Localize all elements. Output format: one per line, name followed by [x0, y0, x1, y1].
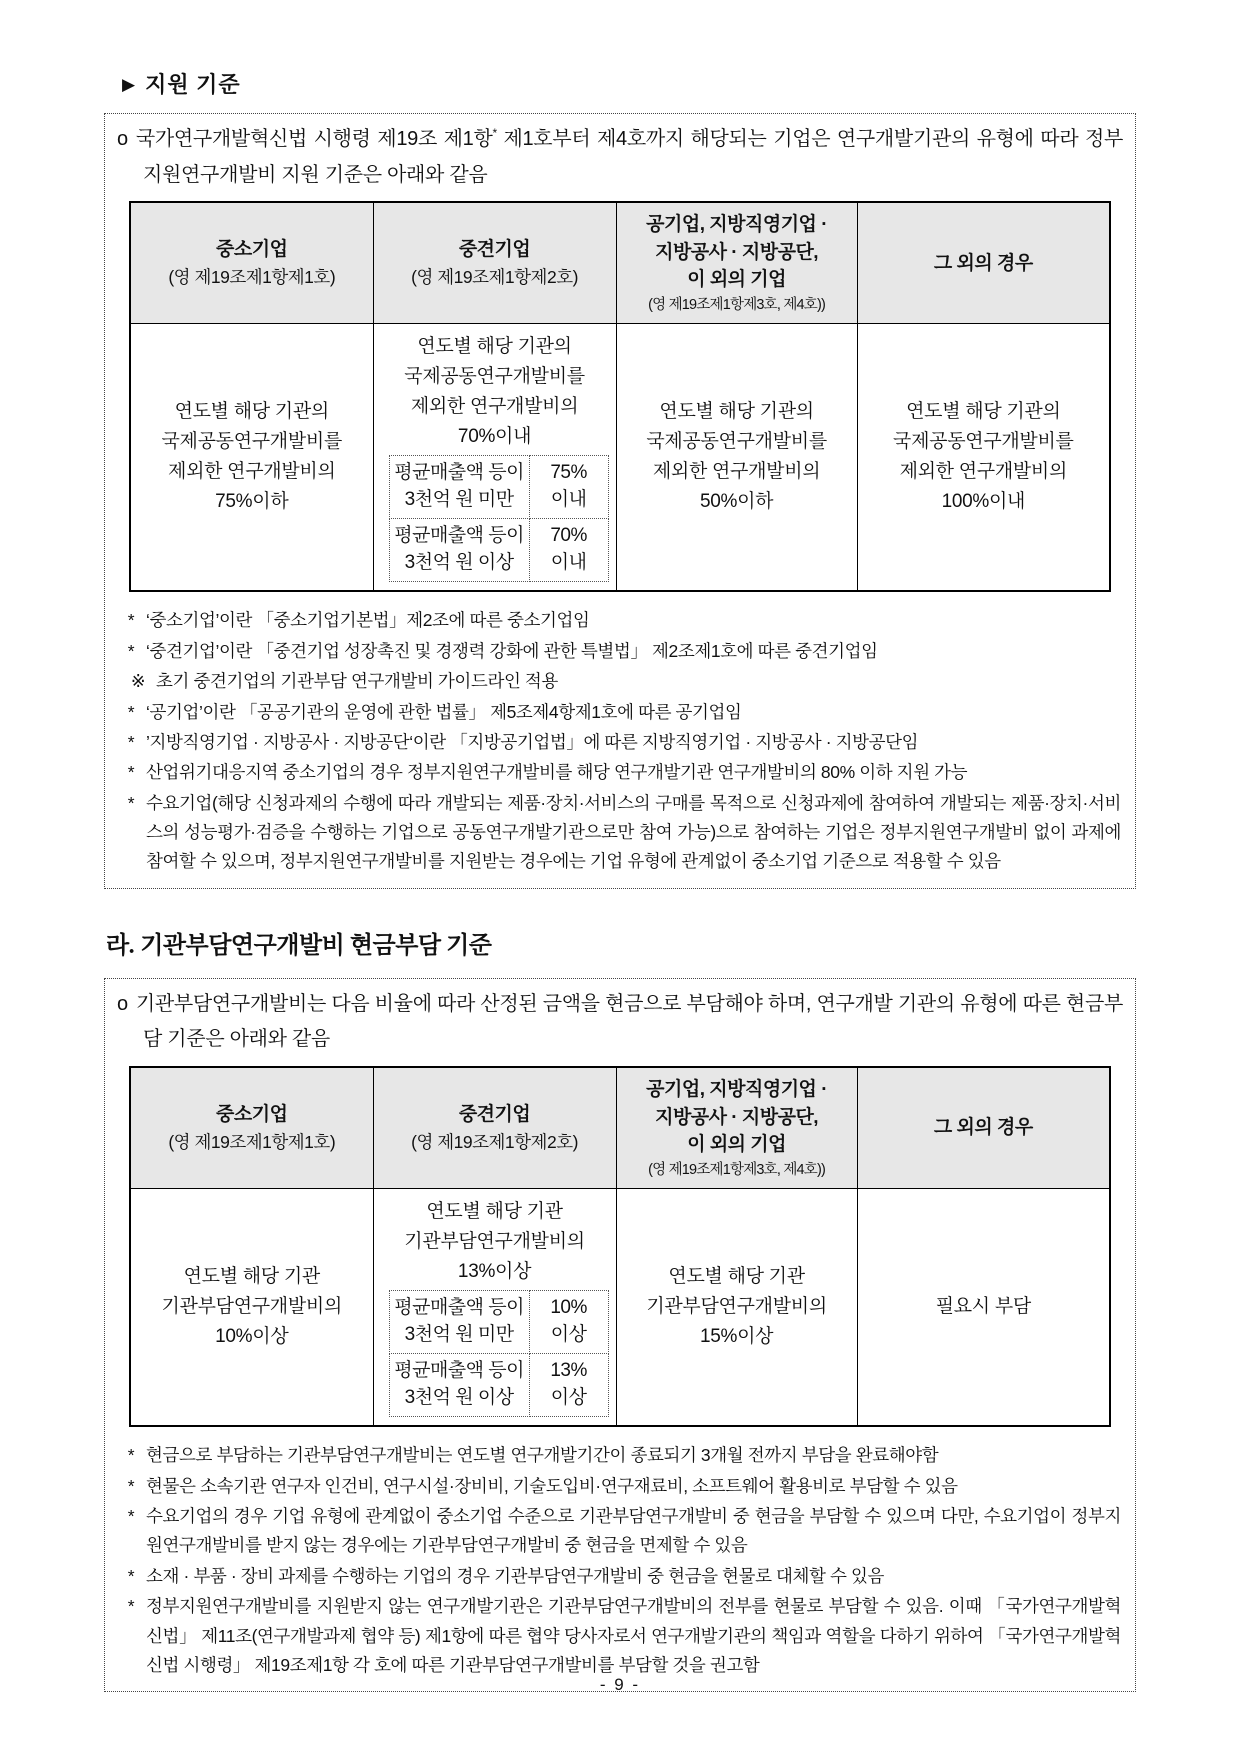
header-title: 그 외의 경우: [933, 252, 1033, 274]
footnote-marker: *: [127, 701, 135, 722]
footnote-marker: *: [127, 1565, 135, 1586]
table-header-row: [130, 202, 1110, 324]
header-title: 중소기업: [216, 1103, 288, 1125]
header-subtitle: (영 제19조제1항제3호, 제4호)): [648, 296, 826, 313]
value-line: 75%: [550, 462, 587, 484]
cell-line: 연도별 해당 기관: [668, 1266, 805, 1288]
table-header-row: [130, 1067, 1110, 1189]
section-title: 기관부담연구개발비 현금부담 기준: [140, 932, 492, 959]
triangle-bullet-icon: ▶: [122, 75, 136, 94]
cell-line: 연도별 해당 기관: [426, 1201, 563, 1223]
cell-line: 50%이하: [699, 491, 774, 513]
footnote-text: 초기 중견기업의 기관부담 연구개발비 가이드라인 적용: [156, 671, 558, 692]
footnote-text: 현물은 소속기관 연구자 인건비, 연구시설·장비비, 기술도입비·연구재료비, 소프트웨어 활용비로 부담할 수 있음: [146, 1475, 958, 1496]
footnote: [123, 1441, 1121, 1470]
footnote-text: 정부지원연구개발비를 지원받지 않는 연구개발기관은 기관부담연구개발비의 전부를 현물로 부담할 수 있음. 이때 「국가연구개발혁신법」 제11조(연구개발과제 협약 등) 제1항에 따른 협약 당사자로서 연구개발기관의 책임과 역할을 다하기 위하여 「국가연구개발혁신법 시행령」 제19조제1항 각 호에 따른 기관부담연구개발비를 부담할 것을 권고함: [146, 1596, 1121, 1675]
footnote-text: ‘중견기업’이란 「중견기업 성장촉진 및 경쟁력 강화에 관한 특별법」 제2조제1호에 따른 중견기업임: [146, 640, 878, 661]
footnote-marker: *: [127, 762, 135, 783]
value-line: 13%: [550, 1360, 587, 1382]
page-number: - 9 -: [599, 1675, 641, 1694]
value-line: 70%: [550, 525, 587, 547]
column-header-midsize: [373, 1067, 616, 1189]
footnote-text: 수요기업(해당 신청과제의 수행에 따라 개발되는 제품·장치·서비스의 구매를 목적으로 신청과제에 참여하여 개발되는 제품·장치·서비스의 성능평가·검증을 수행하는 기업으로 공동연구개발기관으로만 참여 가능)으로 참여하는 기업은 정부지원연구개발비 없이 과제에 참여할 수 있으며, 정부지원연구개발비를 지원받는 경우에는 기업 유형에 관계없이 중소기업 기준으로 적용할 수 있음: [146, 792, 1121, 872]
header-subtitle: (영 제19조제1항제1호): [168, 267, 336, 288]
circle-bullet: o: [117, 992, 128, 1015]
circle-bullet: o: [117, 128, 128, 150]
value-line: 이내: [550, 552, 587, 574]
cell-line: 국제공동연구개발비를: [893, 431, 1074, 453]
cell-line: 기관부담연구개발비의: [404, 1231, 585, 1253]
condition-line: 평균매출액 등이: [394, 1297, 524, 1319]
cell-line: 70%이내: [457, 426, 532, 448]
footnote-text: ’지방직영기업 · 지방공사 · 지방공단‘이란 「지방공기업법」에 따른 지방직영기업 · 지방공사 · 지방공단임: [146, 731, 919, 752]
footnote-marker: *: [127, 731, 135, 752]
header-title-line: 지방공사 · 지방공단,: [655, 1106, 819, 1128]
footnote-asterisk: *: [492, 126, 497, 140]
header-title-line: 공기업, 지방직영기업 ·: [646, 214, 828, 236]
condition-line: 3천억 원 미만: [404, 1324, 514, 1346]
footnote-marker: *: [127, 1596, 135, 1617]
cell-other-cash: [857, 1189, 1110, 1426]
section-heading-ra: [106, 925, 1136, 960]
support-criteria-box: [104, 113, 1136, 889]
condition-line: 평균매출액 등이: [394, 462, 524, 484]
cell-public-ratio: [616, 324, 857, 591]
support-ratio-table: [129, 201, 1111, 592]
cell-line: 제외한 연구개발비의: [410, 396, 579, 418]
support-intro-text-2: 제1호부터 제4호까지 해당되는 기업은 연구개발기관의 유형에 따라 정부지원연구개발비 지원 기준은 아래와 같음: [143, 128, 1123, 186]
cell-line: 국제공동연구개발비를: [161, 431, 343, 453]
cash-burden-box: [104, 978, 1136, 1692]
cell-other-ratio: [857, 324, 1110, 591]
column-header-midsize: [373, 202, 616, 324]
column-header-public: [616, 202, 857, 324]
footnote: [123, 758, 1121, 787]
footnote-marker: ※: [130, 671, 146, 692]
footnote-marker: *: [127, 640, 135, 661]
footnote-marker: *: [127, 1475, 135, 1496]
revenue-threshold-subtable: [389, 1290, 609, 1417]
cell-line: 75%이하: [215, 491, 289, 513]
footnote-marker: *: [127, 792, 135, 813]
header-title: 중소기업: [216, 238, 288, 260]
table-body-row: [130, 1189, 1110, 1426]
cell-line: 10%이상: [215, 1326, 289, 1348]
header-subtitle: (영 제19조제1항제3호, 제4호)): [648, 1161, 826, 1178]
revenue-condition: [389, 519, 529, 582]
cell-line: 제외한 연구개발비의: [899, 461, 1068, 483]
footnote: [123, 637, 1121, 666]
value-line: 이내: [550, 489, 587, 511]
condition-line: 평균매출액 등이: [394, 525, 524, 547]
footnote: [123, 728, 1121, 757]
subtable-row: [389, 1354, 608, 1417]
header-subtitle: (영 제19조제1항제1호): [168, 1132, 336, 1153]
value-line: 10%: [550, 1297, 587, 1319]
cell-line: 기관부담연구개발비의: [646, 1296, 827, 1318]
header-title-line: 이 외의 기업: [687, 269, 787, 291]
cell-line: 연도별 해당 기관: [183, 1266, 320, 1288]
cell-sme-ratio: [130, 324, 373, 591]
header-title: 중견기업: [458, 238, 531, 260]
cash-ratio-table: [129, 1066, 1111, 1427]
value-line: 이상: [550, 1324, 587, 1346]
table-body-row: [130, 324, 1110, 591]
footnote: [123, 789, 1121, 877]
subtable-row: [389, 456, 608, 519]
cell-line: 13%이상: [457, 1261, 532, 1283]
header-title-line: 이 외의 기업: [687, 1134, 787, 1156]
footnote-marker: *: [127, 1505, 135, 1526]
cell-midsize-ratio: [373, 324, 616, 591]
subtable-row: [389, 519, 608, 582]
cell-line: 연도별 해당 기관의: [417, 336, 572, 358]
footnote-text: 현금으로 부담하는 기관부담연구개발비는 연도별 연구개발기간이 종료되기 3개월 전까지 부담을 완료해야함: [146, 1445, 939, 1466]
header-subtitle: (영 제19조제1항제2호): [411, 267, 578, 288]
cell-line: 필요시 부담: [935, 1296, 1031, 1318]
support-intro-text-1: 국가연구개발혁신법 시행령 제19조 제1항: [135, 128, 493, 150]
footnote-text: ‘공기업’이란 「공공기관의 운영에 관한 법률」 제5조제4항제1호에 따른 공기업임: [146, 701, 742, 722]
section-number: 라.: [106, 932, 135, 959]
support-criteria-heading: [122, 68, 1136, 99]
footnote: [123, 1502, 1121, 1561]
support-footnotes: [117, 604, 1123, 877]
condition-line: 3천억 원 미만: [404, 489, 514, 511]
value-line: 이상: [550, 1387, 587, 1409]
header-subtitle: (영 제19조제1항제2호): [411, 1132, 578, 1153]
header-title: 중견기업: [458, 1103, 531, 1125]
ratio-value: [529, 456, 608, 519]
cell-line: 15%이상: [699, 1326, 774, 1348]
revenue-condition: [389, 456, 529, 519]
cell-midsize-cash: [373, 1189, 616, 1426]
support-criteria-heading-text: 지원 기준: [145, 72, 241, 97]
footnote-text: ‘중소기업’이란 「중소기업기본법」제2조에 따른 중소기업임: [146, 610, 590, 631]
column-header-sme: [130, 202, 373, 324]
column-header-other: [857, 1067, 1110, 1189]
cash-intro-text: 기관부담연구개발비는 다음 비율에 따라 산정된 금액을 현금으로 부담해야 하며, 연구개발 기관의 유형에 따른 현금부담 기준은 아래와 같음: [135, 992, 1123, 1051]
revenue-condition: [389, 1291, 529, 1354]
footnote: [123, 606, 1121, 635]
ratio-value: [529, 519, 608, 582]
header-title-line: 공기업, 지방직영기업 ·: [646, 1079, 828, 1101]
condition-line: 3천억 원 이상: [404, 552, 514, 574]
footnote: [123, 667, 1121, 696]
condition-line: 3천억 원 이상: [404, 1387, 514, 1409]
footnote-text: 산업위기대응지역 중소기업의 경우 정부지원연구개발비를 해당 연구개발기관 연구개발비의 80% 이하 지원 가능: [146, 762, 968, 783]
cash-intro-paragraph: [117, 987, 1123, 1058]
ratio-value: [529, 1354, 608, 1417]
cash-footnotes: [117, 1439, 1123, 1680]
footnote: [123, 1562, 1121, 1591]
footnote-text: 수요기업의 경우 기업 유형에 관계없이 중소기업 수준으로 기관부담연구개발비 중 현금을 부담할 수 있으며 다만, 수요기업이 정부지원연구개발비를 받지 않는 경우에는 기관부담연구개발비 중 현금을 면제할 수 있음: [146, 1505, 1121, 1556]
column-header-public: [616, 1067, 857, 1189]
cell-sme-cash: [130, 1189, 373, 1426]
column-header-sme: [130, 1067, 373, 1189]
cell-line: 기관부담연구개발비의: [161, 1296, 343, 1318]
cell-line: 100%이내: [941, 491, 1026, 513]
footnote: [123, 1592, 1121, 1680]
cell-line: 제외한 연구개발비의: [652, 461, 821, 483]
footnote: [123, 698, 1121, 727]
ratio-value: [529, 1291, 608, 1354]
cell-line: 연도별 해당 기관의: [659, 401, 814, 423]
cell-line: 제외한 연구개발비의: [168, 461, 336, 483]
revenue-threshold-subtable: [389, 455, 609, 582]
footnote-marker: *: [127, 610, 135, 631]
subtable-row: [389, 1291, 608, 1354]
cell-line: 연도별 해당 기관의: [906, 401, 1061, 423]
cell-line: 국제공동연구개발비를: [404, 366, 585, 388]
header-title-line: 지방공사 · 지방공단,: [655, 241, 819, 263]
support-intro-paragraph: [117, 122, 1123, 193]
column-header-other: [857, 202, 1110, 324]
footnote-text: 소재 · 부품 · 장비 과제를 수행하는 기업의 경우 기관부담연구개발비 중 현금을 현물로 대체할 수 있음: [146, 1565, 884, 1586]
cell-line: 국제공동연구개발비를: [646, 431, 827, 453]
footnote-marker: *: [127, 1445, 135, 1466]
cell-public-cash: [616, 1189, 857, 1426]
cell-line: 연도별 해당 기관의: [174, 401, 329, 423]
condition-line: 평균매출액 등이: [394, 1360, 524, 1382]
footnote: [123, 1472, 1121, 1501]
revenue-condition: [389, 1354, 529, 1417]
header-title: 그 외의 경우: [933, 1117, 1033, 1139]
